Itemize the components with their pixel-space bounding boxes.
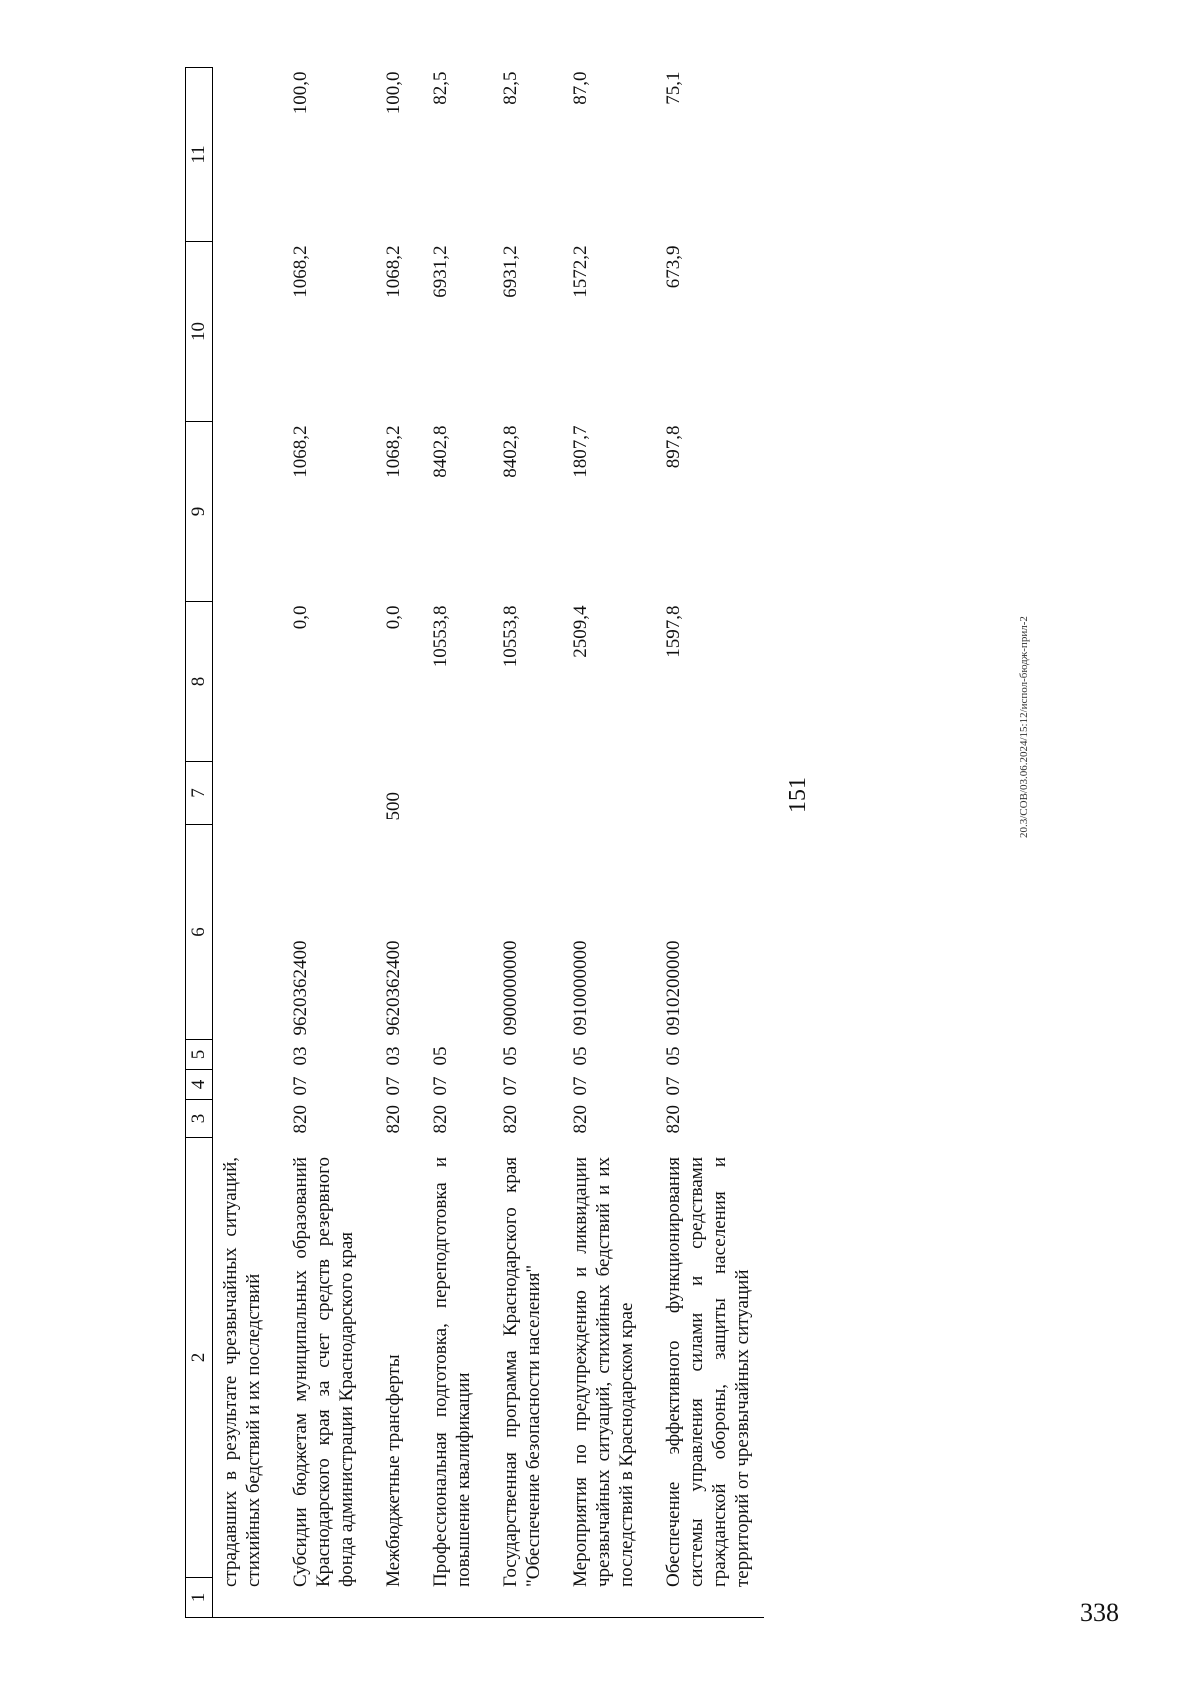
column-header: 1: [186, 1578, 213, 1618]
cell-expense-type: 500: [383, 792, 404, 821]
cell-razdel: 07: [500, 1076, 521, 1096]
cell-ved: 820: [290, 1105, 311, 1134]
cell-plan: [213, 422, 276, 602]
cell-expense-type: [555, 762, 648, 825]
cell-percent: 82,5: [430, 71, 451, 105]
cell-percent: [213, 68, 276, 242]
cell-expense-type: [485, 762, 555, 825]
cell-percent: 100,0: [383, 71, 404, 115]
row-description: страдавших в результате чрезвычайных ситуаций, стихийных бедствий и их последствий: [213, 1138, 276, 1618]
cell-approved: 1597,8: [663, 605, 684, 658]
cell-executed: 1572,2: [570, 245, 591, 298]
column-header: 7: [186, 762, 213, 825]
cell-podrazdel: 05: [430, 1046, 451, 1066]
cell-executed: 1068,2: [290, 245, 311, 298]
cell-executed: 673,9: [663, 245, 684, 289]
cell-executed: [213, 242, 276, 422]
row-description: Профессиональная подготовка, переподготовка и повышение квалификации: [415, 1138, 485, 1618]
cell-podrazdel: 05: [663, 1046, 684, 1066]
row-description: Мероприятия по предупреждению и ликвидации чрезвычайных ситуаций, стихийных бедствий и их последствий в Краснодарском крае: [555, 1138, 648, 1618]
cell-approved: 0,0: [290, 605, 311, 630]
column-header: 4: [186, 1070, 213, 1100]
document-code-reference: 20.3/СОВ/03.06.2024/15:12/испол-бюдж-прил-2: [1018, 616, 1030, 838]
column-header: 10: [186, 242, 213, 422]
column-header: 6: [186, 825, 213, 1040]
cell-ved: 820: [500, 1105, 521, 1134]
cell-expense-type: [415, 762, 485, 825]
cell-executed: 6931,2: [430, 245, 451, 298]
cell-approved: 2509,4: [570, 605, 591, 658]
cell-percent: 75,1: [663, 71, 684, 105]
cell-plan: 1068,2: [383, 425, 404, 478]
cell-plan: 8402,8: [500, 425, 521, 478]
cell-ved: 820: [383, 1105, 404, 1134]
row-description: Государственная программа Краснодарского края "Обеспечение безопасности населения": [485, 1138, 555, 1618]
cell-executed: 1068,2: [383, 245, 404, 298]
cell-razdel: 07: [430, 1076, 451, 1096]
cell-plan: 8402,8: [430, 425, 451, 478]
cell-podrazdel: 05: [570, 1046, 591, 1066]
cell-plan: 1807,7: [570, 425, 591, 478]
cell-ved: 820: [570, 1105, 591, 1134]
cell-podrazdel: 03: [290, 1046, 311, 1066]
cell-percent: 87,0: [570, 71, 591, 105]
cell-ved: [213, 1100, 276, 1138]
budget-table: [185, 67, 764, 1618]
cell-percent: 82,5: [500, 71, 521, 105]
cell-razdel: [213, 1070, 276, 1100]
column-header: 3: [186, 1100, 213, 1138]
column-header: 5: [186, 1040, 213, 1070]
cell-approved: 10553,8: [430, 605, 451, 668]
table-row: [555, 68, 648, 1618]
cell-ved: 820: [663, 1105, 684, 1134]
cell-plan: 897,8: [663, 425, 684, 469]
cell-target-article: 9620362400: [290, 940, 311, 1036]
cell-ved: 820: [430, 1105, 451, 1134]
header-row: [186, 68, 213, 1618]
cell-razdel: 07: [663, 1076, 684, 1096]
cell-target-article: 0910200000: [663, 940, 684, 1036]
cell-target-article: 0900000000: [500, 940, 521, 1036]
cell-target-article: 0910000000: [570, 940, 591, 1036]
column-header: 9: [186, 422, 213, 602]
cell-approved: 10553,8: [500, 605, 521, 668]
table-row: [275, 68, 368, 1618]
cell-expense-type: [213, 762, 276, 825]
column-header: 11: [186, 68, 213, 242]
sheet-number: 338: [1080, 1598, 1119, 1627]
column-header: 8: [186, 602, 213, 762]
cell-plan: 1068,2: [290, 425, 311, 478]
table-row: [415, 68, 485, 1618]
cell-podrazdel: 03: [383, 1046, 404, 1066]
cell-razdel: 07: [290, 1076, 311, 1096]
page-number: 151: [785, 777, 811, 813]
cell-target-article: [213, 825, 276, 1040]
cell-podrazdel: 05: [500, 1046, 521, 1066]
cell-percent: 100,0: [290, 71, 311, 115]
cell-expense-type: [648, 762, 764, 825]
cell-expense-type: [275, 762, 368, 825]
cell-approved: [213, 602, 276, 762]
row-description: Обеспечение эффективного функционирования системы управления силами и средствами гражданской обороны, защиты населения и территорий от чрезвычайных ситуаций: [648, 1138, 764, 1618]
cell-target-article: [415, 825, 485, 1040]
row-description: Межбюджетные трансферты: [368, 1138, 415, 1618]
cell-podrazdel: [213, 1040, 276, 1070]
rotated-page: [185, 68, 1030, 1618]
column-header: 2: [186, 1138, 213, 1578]
cell-razdel: 07: [383, 1076, 404, 1096]
cell-executed: 6931,2: [500, 245, 521, 298]
row-description: Субсидии бюджетам муниципальных образований Краснодарского края за счет средств резервного фонда администрации Краснодарского края: [275, 1138, 368, 1618]
table-row: [485, 68, 555, 1618]
cell-razdel: 07: [570, 1076, 591, 1096]
table-row: [648, 68, 764, 1618]
table-row: [213, 68, 276, 1618]
table-row: [368, 68, 415, 1618]
cell-target-article: 9620362400: [383, 940, 404, 1036]
cell-approved: 0,0: [383, 605, 404, 630]
